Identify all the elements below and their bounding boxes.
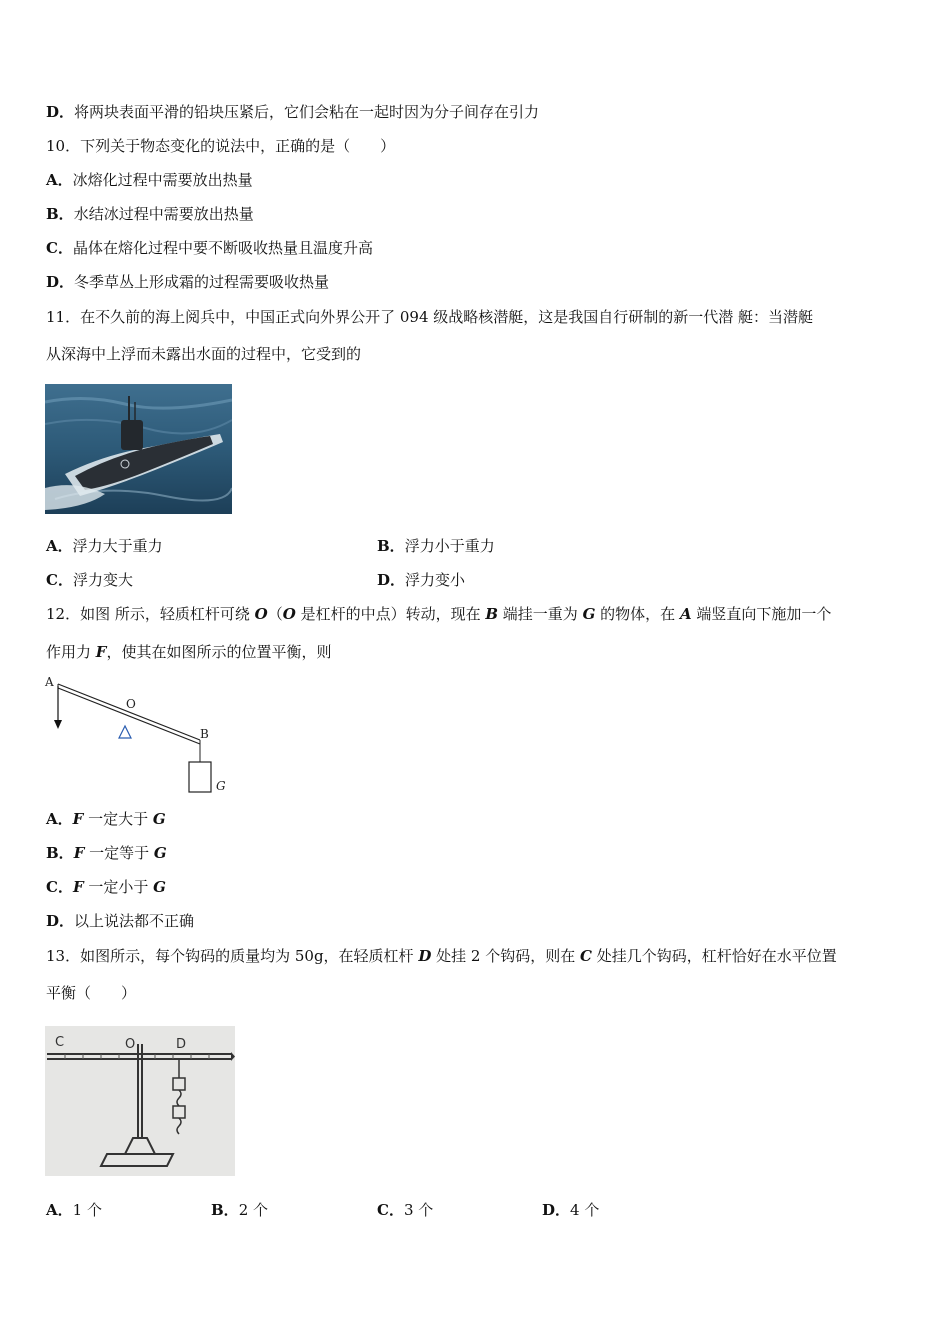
option-label: D． [542,1201,571,1219]
option-text: 1 个 [72,1201,102,1219]
option-label: B． [46,205,74,223]
option-text: 一定等于 [84,844,154,862]
option-label: B． [211,1201,239,1219]
q12-option-c [46,877,166,897]
label-O: O [126,697,136,711]
fulcrum-icon [119,726,131,738]
lever-diagram [40,672,240,800]
var-G: G [582,605,596,623]
q13-option-b [211,1200,268,1220]
option-label: D． [46,273,75,291]
q10-option-d [46,272,329,292]
option-text: 将两块表面平滑的铅块压紧后，它们会粘在一起时因为分子间存在引力 [74,103,540,121]
label-G: G [216,779,226,793]
label-D: D [176,1037,187,1052]
var-B: B [485,605,499,623]
var-C: C [579,947,592,965]
option-label: B． [46,844,74,862]
q13-stem-line1 [46,946,837,966]
q11-option-c [46,570,133,590]
q11-option-b [377,536,495,556]
var-G: G [152,810,166,828]
stem-text: 的物体，在 [595,605,680,623]
option-label: C． [46,878,73,896]
option-label: A． [46,810,73,828]
stem-text: ，使其在如图所示的位置平衡，则 [106,643,332,661]
option-text: 2 个 [238,1201,268,1219]
weight-block [189,762,211,792]
stem-text: 处挂 2 个钩码，则在 [431,947,580,965]
option-text: 冬季草丛上形成霜的过程需要吸收热量 [74,273,330,291]
option-label: C． [46,571,73,589]
option-label: C． [46,239,73,257]
option-label: D． [46,912,75,930]
stem-text: 13．如图所示，每个钩码的质量均为 50g，在轻质杠杆 [46,947,419,965]
option-label: A． [46,171,73,189]
option-text: 浮力大于重力 [72,537,163,555]
stem-text: （ [267,605,283,623]
var-A: A [679,605,692,623]
option-label: D． [46,103,75,121]
q12-option-d [46,911,194,931]
stem-text: 处挂几个钩码，杠杆恰好在水平位置 [591,947,837,965]
stem-text: 作用力 [46,643,96,661]
q10-stem: 10．下列关于物态变化的说法中，正确的是（ ） [46,137,396,155]
label-C: C [55,1035,65,1050]
var-F: F [72,810,84,828]
q12-stem-line1 [46,604,831,624]
q12-option-b [46,843,167,863]
q13-option-a [46,1200,102,1220]
var-O: O [282,605,296,623]
stem-text: 是杠杆的中点）转动，现在 [295,605,486,623]
label-O: O [125,1037,136,1052]
option-label: A． [46,537,73,555]
option-text: 一定小于 [83,878,154,896]
option-text: 浮力变小 [405,571,466,589]
option-text: 浮力小于重力 [404,537,495,555]
q12-option-a [46,809,166,829]
q11-option-a [46,536,163,556]
option-text: 4 个 [570,1201,600,1219]
q13-option-c [377,1200,433,1220]
q13-stem-line2: 平衡（ ） [46,984,137,1002]
q13-option-d [542,1200,599,1220]
option-text: 浮力变大 [72,571,133,589]
var-D: D [418,947,432,965]
stem-text: 12．如图 所示，轻质杠杆可绕 [46,605,255,623]
label-A: A [45,675,54,689]
q9-option-d [46,102,539,122]
var-G: G [153,878,166,896]
option-label: B． [377,537,405,555]
option-label: A． [46,1201,73,1219]
balance-lever-photo [45,1026,235,1176]
option-text: 3 个 [403,1201,434,1219]
q12-stem-line2 [46,642,331,662]
option-text: 水结冰过程中需要放出热量 [73,205,254,223]
label-B: B [200,727,209,741]
stem-text: 端竖直向下施加一个 [691,605,832,623]
var-F: F [73,844,85,862]
option-text: 晶体在熔化过程中要不断吸收热量且温度升高 [72,239,373,257]
var-O: O [254,605,268,623]
option-text: 冰熔化过程中需要放出热量 [72,171,253,189]
q11-stem-line2: 从深海中上浮而未露出水面的过程中，它受到的 [46,345,362,363]
var-G: G [153,844,167,862]
submarine-photo [45,384,232,514]
var-F: F [95,643,107,661]
option-label: C． [377,1201,404,1219]
q11-stem-line1: 11．在不久前的海上阅兵中，中国正式向外界公开了 094 级战略核潜艇，这是我国自行研制的新一代潜 艇：当潜艇 [46,308,814,326]
stem-text: 端挂一重为 [498,605,583,623]
option-text: 以上说法都不正确 [74,912,195,930]
q10-option-c [46,238,373,258]
var-F: F [72,878,84,896]
q11-option-d [377,570,465,590]
option-label: D． [377,571,406,589]
q10-option-a [46,170,253,190]
q10-option-b [46,204,254,224]
option-text: 一定大于 [83,810,153,828]
